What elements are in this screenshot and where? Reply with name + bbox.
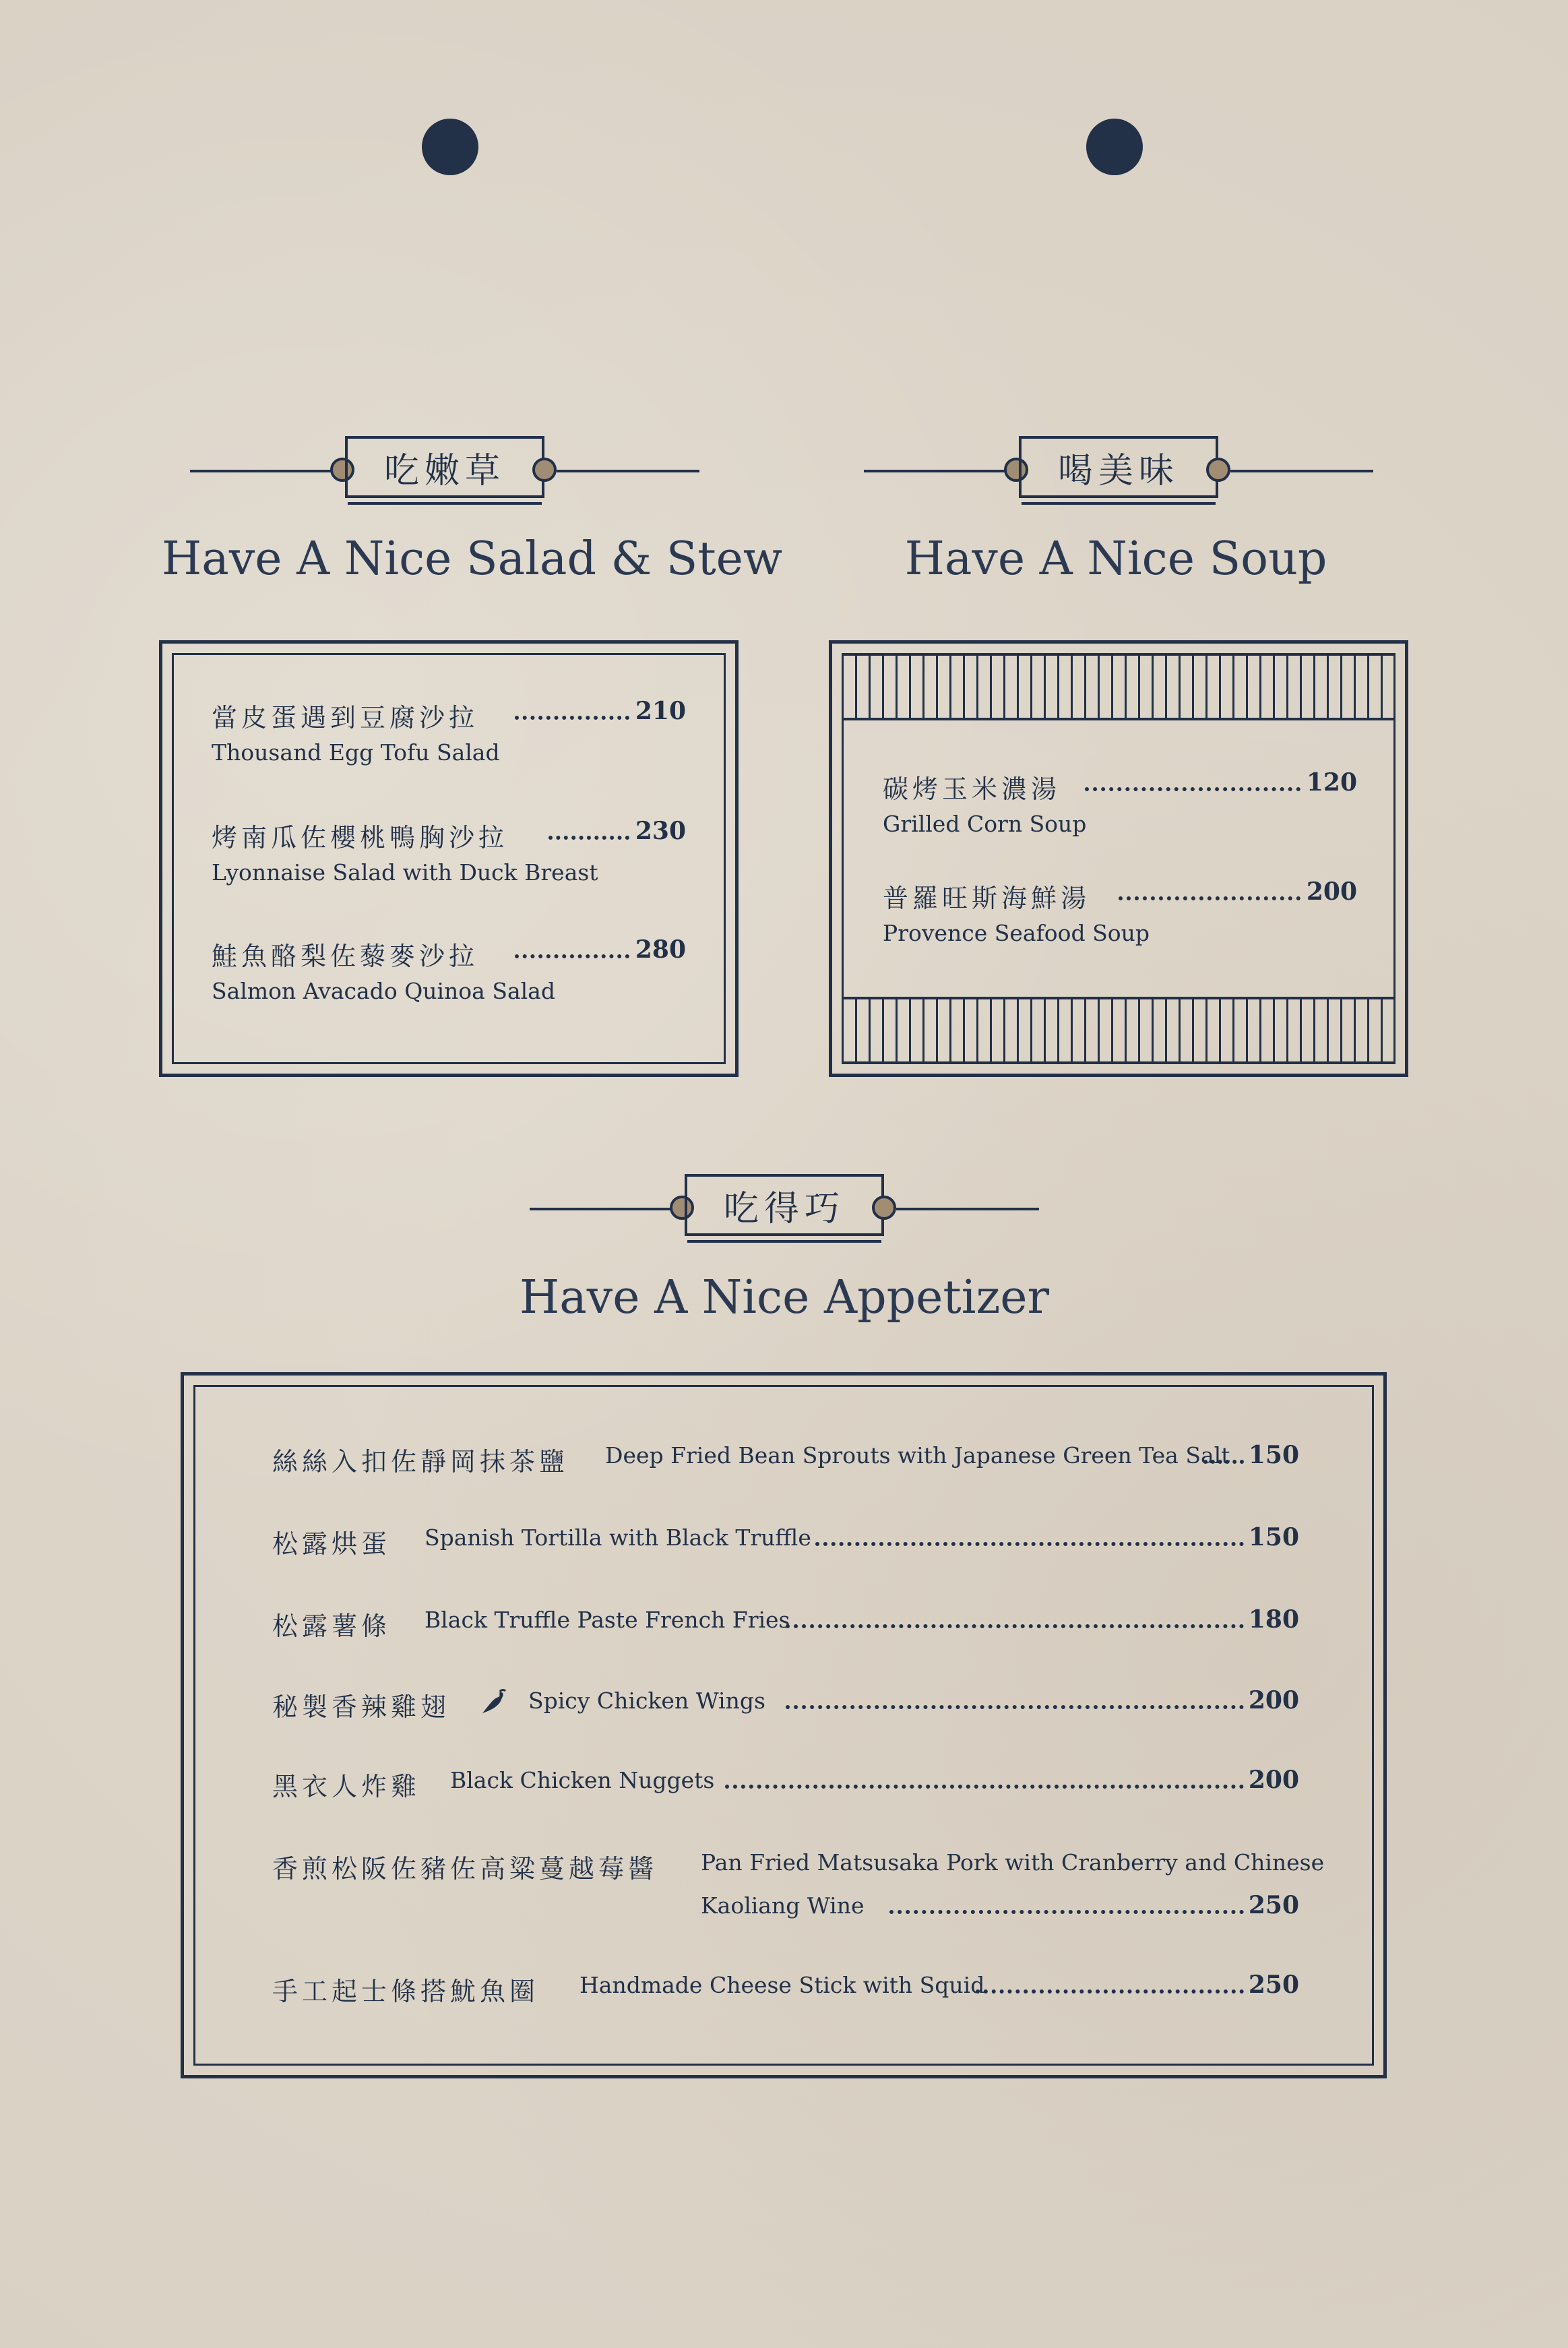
dot-leader [548,836,629,840]
menu-item [883,877,1357,946]
menu-item [212,935,686,1004]
section-title-zh: 吃得巧 [685,1174,884,1236]
menu-item [212,817,686,886]
header-circle-right [532,458,557,482]
appetizer-header [530,1174,1039,1241]
dot-leader [1119,896,1300,900]
dish-name-zh: 當皮蛋遇到豆腐沙拉 [212,703,479,733]
dish-name-en: Deep Fried Bean Sprouts with Japanese Green Tea Salt [605,1442,1230,1469]
section-title-zh: 吃嫩草 [345,436,544,498]
chili-pepper-icon [478,1688,508,1720]
section-title-en: Have A Nice Soup [904,532,1327,586]
dot-leader [889,1910,1244,1914]
dish-price: 230 [635,817,686,845]
dish-price: 280 [635,935,686,964]
dish-name-en: Spicy Chicken Wings [528,1688,765,1714]
dish-price: 120 [1306,768,1357,797]
menu-item [272,1605,1299,1646]
dish-name-en: Handmade Cheese Stick with Squid [579,1972,985,1998]
soup-header [864,436,1373,503]
dish-price: 210 [635,697,686,725]
header-circle-right [872,1196,896,1220]
dish-name-en: Spanish Tortilla with Black Truffle [425,1524,811,1551]
menu-item [272,1848,1325,1932]
dish-name-en: Thousand Egg Tofu Salad [212,739,500,766]
dish-name-zh: 碳烤玉米濃湯 [883,774,1061,804]
menu-item [272,1766,1299,1806]
menu-item [272,1441,1299,1481]
dot-leader [786,1624,1244,1628]
section-title-zh: 喝美味 [1019,436,1218,498]
menu-item [272,1686,1299,1727]
stripe-band-bottom [842,997,1395,1064]
dot-leader [1085,787,1300,791]
binder-hole-right [1086,119,1143,175]
dot-leader [515,954,629,958]
soup-menu-box [829,640,1408,1077]
dot-leader [1203,1460,1244,1464]
dish-name-zh: 烤南瓜佐櫻桃鴨胸沙拉 [212,823,509,853]
salad-header [190,436,699,503]
dish-name-zh: 普羅旺斯海鮮湯 [883,884,1091,913]
dish-name-zh: 香煎松阪佐豬佐高粱蔓越莓醬 [272,1854,658,1884]
dish-name-zh: 松露薯條 [272,1611,391,1641]
dish-name-en: Provence Seafood Soup [883,920,1150,946]
dish-price: 250 [1248,1971,1299,1999]
section-title-en: Have A Nice Salad & Stew [162,532,783,586]
dot-leader [515,716,629,720]
dish-name-zh: 手工起士條搭魷魚圈 [272,1977,540,2006]
dish-price: 180 [1248,1605,1299,1634]
dot-leader [815,1542,1244,1546]
dish-name-zh: 松露烘蛋 [272,1529,391,1559]
dish-name-en-line2: Kaoliang Wine [701,1892,865,1919]
dish-name-zh: 鮭魚酪梨佐藜麥沙拉 [212,941,479,971]
header-line-right [1230,470,1373,472]
dish-price: 150 [1248,1441,1299,1469]
dish-name-en: Black Chicken Nuggets [450,1767,715,1793]
dot-leader [725,1785,1244,1789]
menu-item [212,697,686,766]
binder-hole-left [422,119,478,175]
stripe-band-top [842,653,1395,720]
dish-price: 200 [1306,877,1357,906]
menu-item [883,768,1357,837]
dish-name-en: Black Truffle Paste French Fries [425,1607,790,1633]
header-line-left [530,1208,671,1210]
section-title-en: Have A Nice Appetizer [519,1271,1050,1324]
dot-leader [976,1989,1244,1994]
dot-leader [786,1705,1244,1709]
dish-price: 250 [1248,1891,1299,1919]
dish-name-en: Pan Fried Matsusaka Pork with Cranberry and Chinese [701,1849,1325,1876]
dish-price: 200 [1248,1766,1299,1794]
header-line-left [190,470,332,472]
header-line-right [557,470,699,472]
dish-price: 200 [1248,1686,1299,1714]
header-line-left [864,470,1005,472]
dish-name-zh: 黑衣人炸雞 [272,1772,421,1801]
dish-name-zh: 秘製香辣雞翅 [272,1692,451,1722]
dish-price: 150 [1248,1523,1299,1551]
dish-name-en: Lyonnaise Salad with Duck Breast [212,859,598,886]
header-circle-right [1206,458,1230,482]
menu-item [272,1523,1299,1564]
dish-name-en: Salmon Avacado Quinoa Salad [212,978,555,1004]
dish-name-zh: 絲絲入扣佐靜岡抹茶鹽 [272,1447,569,1477]
header-line-right [896,1208,1039,1210]
dish-name-en: Grilled Corn Soup [883,811,1087,837]
menu-item [272,1971,1299,2011]
